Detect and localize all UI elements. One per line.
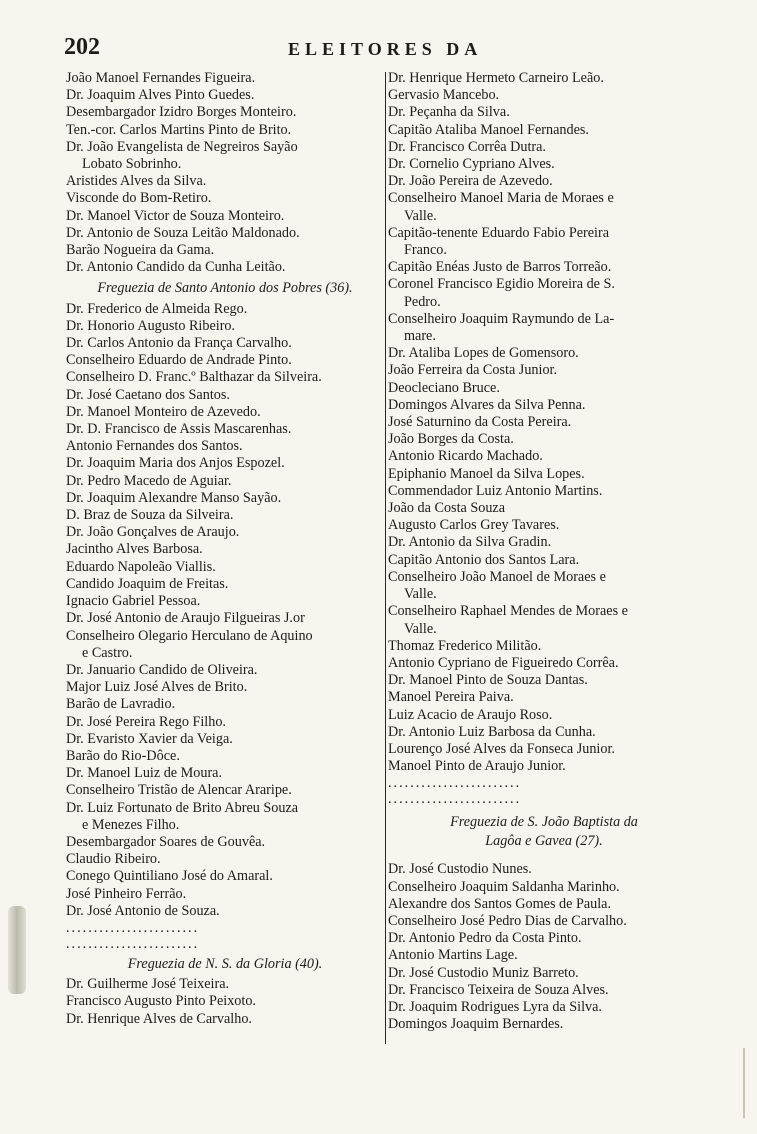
- elector-entry-continuation: Lobato Sobrinho.: [82, 156, 182, 173]
- elector-entry: Conego Quintiliano José do Amaral.: [66, 868, 273, 885]
- elector-entry: Dr. Frederico de Almeida Rego.: [66, 300, 248, 317]
- elector-entry: Dr. José Antonio de Souza.: [66, 902, 220, 919]
- section-title: Freguezia de S. João Baptista da: [450, 814, 638, 831]
- elector-entry: Conselheiro D. Franc.º Balthazar da Silveira.: [66, 369, 322, 386]
- elector-entry: Dr. Joaquim Alexandre Manso Sayão.: [66, 489, 282, 506]
- elector-entry: Deocleciano Bruce.: [388, 379, 500, 396]
- elector-entry: Aristides Alves da Silva.: [66, 173, 207, 190]
- elector-entry: Conselheiro Eduardo de Andrade Pinto.: [66, 352, 292, 369]
- elector-entry: Domingos Alvares da Silva Penna.: [388, 396, 586, 413]
- elector-entry: Dr. Antonio Luiz Barbosa da Cunha.: [388, 723, 596, 740]
- elector-entry: Antonio Fernandes dos Santos.: [66, 438, 243, 455]
- elector-entry: Dr. Francisco Corrêa Dutra.: [388, 138, 546, 155]
- elector-entry: Dr. João Pereira de Azevedo.: [388, 173, 553, 190]
- elector-entry: Augusto Carlos Grey Tavares.: [388, 517, 560, 534]
- elector-entry: Dr. José Custodio Nunes.: [388, 861, 532, 878]
- elector-entry: Conselheiro Joaquim Raymundo de La-: [388, 310, 615, 327]
- elector-entry: Antonio Cypriano de Figueiredo Corrêa.: [388, 654, 619, 671]
- elector-entry: João da Costa Souza: [388, 500, 506, 517]
- elector-entry: Dr. Antonio de Souza Leitão Maldonado.: [66, 224, 300, 241]
- section-title: Freguezia de Santo Antonio dos Pobres (36).: [97, 280, 353, 297]
- elector-entry: Dr. Henrique Hermeto Carneiro Leão.: [388, 70, 604, 86]
- elector-entry: Jacintho Alves Barbosa.: [66, 541, 203, 558]
- elector-entry-continuation: Valle.: [404, 586, 437, 603]
- elector-entry: Visconde do Bom-Retiro.: [66, 190, 212, 207]
- elector-entry-continuation: Pedro.: [404, 293, 441, 310]
- elector-entry: Manoel Pinto de Araujo Junior.: [388, 758, 566, 775]
- elector-entry: Coronel Francisco Egidio Moreira de S.: [388, 276, 615, 293]
- elector-entry-continuation: e Castro.: [82, 644, 133, 661]
- elector-entry: Conselheiro João Manoel de Moraes e: [388, 568, 606, 585]
- elector-entry: João Ferreira da Costa Junior.: [388, 362, 558, 379]
- elector-entry: Major Luiz José Alves de Brito.: [66, 679, 248, 696]
- elector-entry: Capitão Enéas Justo de Barros Torreão.: [388, 259, 612, 276]
- section-title: Lagôa e Gavea (27).: [485, 833, 603, 850]
- elector-entry: Dr. Antonio da Silva Gradin.: [388, 534, 552, 551]
- section-title: Freguezia de N. S. da Gloria (40).: [127, 955, 323, 972]
- elector-entry: Barão do Rio-Dôce.: [66, 747, 180, 764]
- elector-entry: João Manoel Fernandes Figueira.: [66, 70, 256, 86]
- page-number: 202: [64, 34, 100, 60]
- elector-entry: Dr. João Evangelista de Negreiros Sayão: [66, 138, 298, 155]
- column-divider: [385, 72, 386, 1044]
- elector-entry: Dr. Guilherme José Teixeira.: [66, 976, 230, 993]
- page-header: [64, 34, 704, 68]
- running-head: ELEITORES DA: [288, 39, 483, 59]
- elector-entry: Barão de Lavradio.: [66, 696, 176, 713]
- elector-entry: Dr. Joaquim Alves Pinto Guedes.: [66, 87, 255, 104]
- elector-entry-continuation: Valle.: [404, 620, 437, 637]
- elector-entry: Capitão Antonio dos Santos Lara.: [388, 551, 580, 568]
- dotted-separator: ........................: [388, 775, 522, 792]
- elector-entry: José Saturnino da Costa Pereira.: [388, 414, 572, 431]
- elector-entry: Alexandre dos Santos Gomes de Paula.: [388, 895, 612, 912]
- elector-entry: Dr. José Pereira Rego Filho.: [66, 713, 226, 730]
- elector-entry: Dr. Honorio Augusto Ribeiro.: [66, 317, 236, 334]
- elector-entry: João Borges da Costa.: [388, 431, 514, 448]
- elector-entry: Dr. Peçanha da Silva.: [388, 104, 510, 121]
- elector-entry: Desembargador Soares de Gouvêa.: [66, 833, 266, 850]
- elector-entry: Antonio Ricardo Machado.: [388, 448, 543, 465]
- elector-entry-continuation: Franco.: [404, 242, 447, 259]
- dotted-separator: ........................: [66, 919, 200, 936]
- elector-entry: Dr. José Custodio Muniz Barreto.: [388, 964, 579, 981]
- elector-entry: Barão Nogueira da Gama.: [66, 242, 215, 259]
- elector-entry: Conselheiro Raphael Mendes de Moraes e: [388, 603, 628, 620]
- elector-entry: D. Braz de Souza da Silveira.: [66, 507, 234, 524]
- elector-entry: Dr. João Gonçalves de Araujo.: [66, 524, 240, 541]
- left-column: [66, 70, 384, 1028]
- elector-entry: Lourenço José Alves da Fonseca Junior.: [388, 740, 615, 757]
- elector-entry: Conselheiro José Pedro Dias de Carvalho.: [388, 912, 627, 929]
- right-column: [388, 70, 700, 1033]
- elector-entry: Dr. Manoel Monteiro de Azevedo.: [66, 403, 261, 420]
- elector-entry: Ten.-cor. Carlos Martins Pinto de Brito.: [66, 121, 292, 138]
- elector-entry: Commendador Luiz Antonio Martins.: [388, 482, 603, 499]
- elector-entry: Francisco Augusto Pinto Peixoto.: [66, 993, 256, 1010]
- elector-entry: Capitão-tenente Eduardo Fabio Pereira: [388, 224, 610, 241]
- elector-entry: Thomaz Frederico Militão.: [388, 637, 542, 654]
- elector-entry: Dr. José Caetano dos Santos.: [66, 386, 230, 403]
- elector-entry: Dr. Pedro Macedo de Aguiar.: [66, 472, 232, 489]
- dotted-separator: ........................: [388, 791, 522, 808]
- elector-entry: Dr. Manoel Pinto de Souza Dantas.: [388, 672, 588, 689]
- elector-entry: Dr. Carlos Antonio da França Carvalho.: [66, 335, 292, 352]
- elector-entry: Candido Joaquim de Freitas.: [66, 575, 229, 592]
- elector-entry: Dr. Evaristo Xavier da Veiga.: [66, 730, 233, 747]
- elector-entry: Dr. Henrique Alves de Carvalho.: [66, 1010, 252, 1027]
- elector-entry: Dr. Francisco Teixeira de Souza Alves.: [388, 981, 609, 998]
- elector-entry: Conselheiro Tristão de Alencar Araripe.: [66, 782, 292, 799]
- elector-entry: Antonio Martins Lage.: [388, 947, 518, 964]
- elector-entry: Dr. Januario Candido de Oliveira.: [66, 661, 258, 678]
- elector-entry: Dr. Cornelio Cypriano Alves.: [388, 156, 555, 173]
- elector-entry-continuation: Valle.: [404, 207, 437, 224]
- page-edge-mark: [743, 1048, 745, 1118]
- elector-entry: Gervasio Mancebo.: [388, 87, 500, 104]
- elector-entry: Dr. José Antonio de Araujo Filgueiras J.or: [66, 610, 305, 627]
- dotted-separator: ........................: [66, 935, 200, 952]
- elector-entry: Dr. Luiz Fortunato de Brito Abreu Souza: [66, 799, 299, 816]
- elector-entry: Domingos Joaquim Bernardes.: [388, 1016, 564, 1033]
- elector-entry: Desembargador Izidro Borges Monteiro.: [66, 104, 297, 121]
- elector-entry: Conselheiro Joaquim Saldanha Marinho.: [388, 878, 620, 895]
- elector-entry: Dr. Joaquim Maria dos Anjos Espozel.: [66, 455, 285, 472]
- elector-entry: Dr. Manoel Victor de Souza Monteiro.: [66, 207, 285, 224]
- elector-entry: Dr. Antonio Pedro da Costa Pinto.: [388, 930, 582, 947]
- elector-entry-continuation: mare.: [404, 328, 436, 345]
- page-edge-stain: [8, 906, 26, 994]
- elector-entry: Luiz Acacio de Araujo Roso.: [388, 706, 553, 723]
- elector-entry: José Pinheiro Ferrão.: [66, 885, 187, 902]
- elector-entry: Dr. Joaquim Rodrigues Lyra da Silva.: [388, 998, 602, 1015]
- elector-entry: Dr. Antonio Candido da Cunha Leitão.: [66, 259, 286, 276]
- elector-entry: Ignacio Gabriel Pessoa.: [66, 593, 201, 610]
- elector-entry: Eduardo Napoleão Viallis.: [66, 558, 216, 575]
- elector-entry: Conselheiro Olegario Herculano de Aquino: [66, 627, 313, 644]
- elector-entry: Dr. Manoel Luiz de Moura.: [66, 765, 223, 782]
- elector-entry: Epiphanio Manoel da Silva Lopes.: [388, 465, 585, 482]
- elector-entry: Conselheiro Manoel Maria de Moraes e: [388, 190, 614, 207]
- elector-entry-continuation: e Menezes Filho.: [82, 816, 180, 833]
- elector-entry: Capitão Ataliba Manoel Fernandes.: [388, 121, 589, 138]
- elector-entry: Dr. D. Francisco de Assis Mascarenhas.: [66, 421, 292, 438]
- elector-entry: Manoel Pereira Paiva.: [388, 689, 514, 706]
- elector-entry: Dr. Ataliba Lopes de Gomensoro.: [388, 345, 579, 362]
- elector-entry: Claudio Ribeiro.: [66, 851, 161, 868]
